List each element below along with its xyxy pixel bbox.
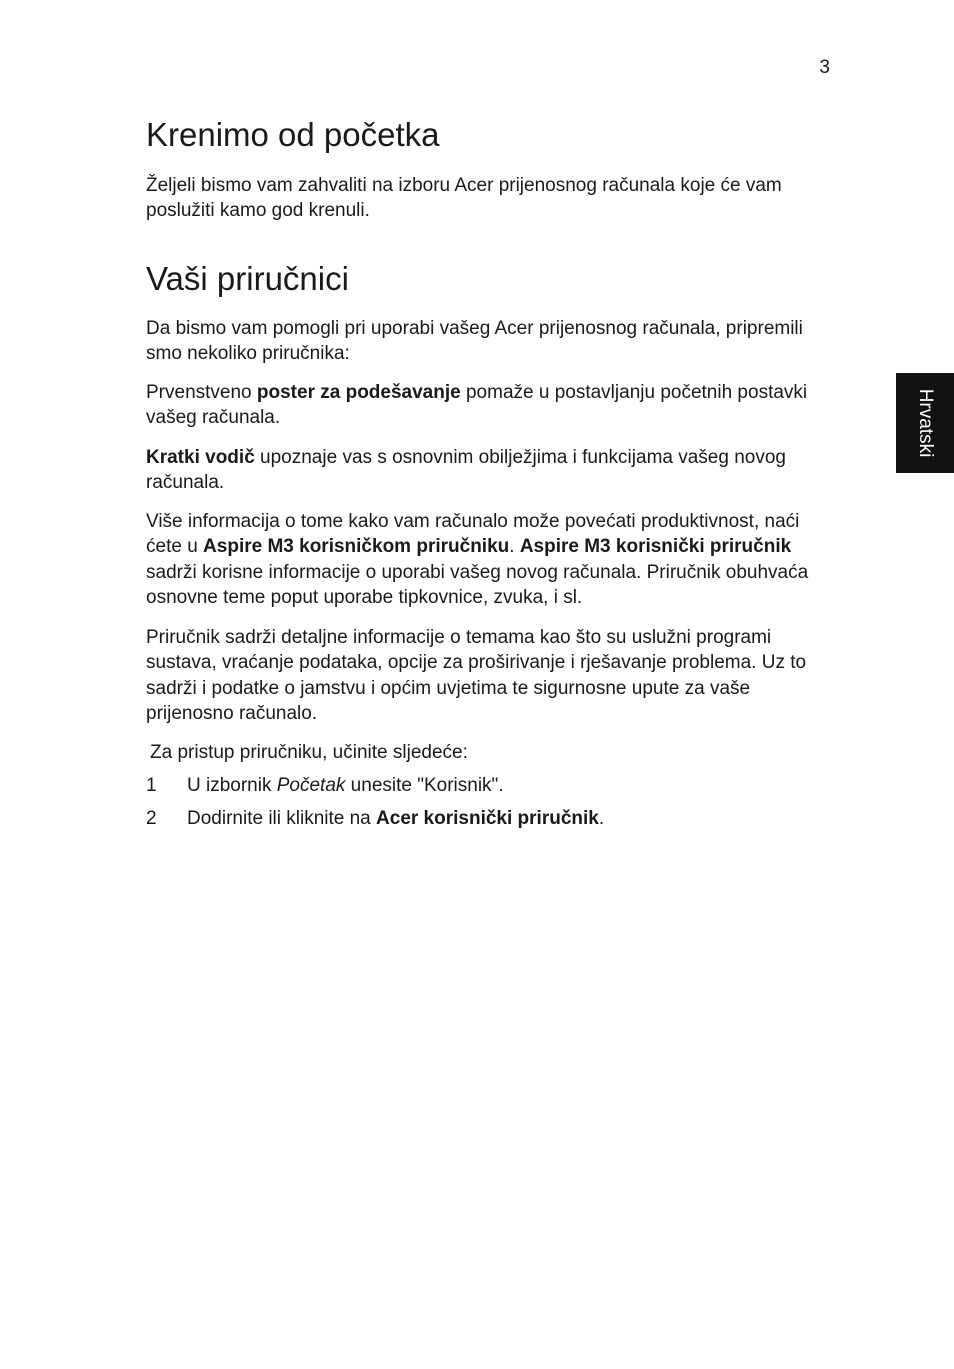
step-text: [187, 773, 504, 798]
guides-paragraph-3: [146, 445, 836, 496]
step-number: 2: [146, 808, 157, 829]
step-1-text-after: unesite "Korisnik".: [345, 775, 504, 796]
language-tab: [896, 373, 954, 473]
step-number: 1: [146, 775, 157, 796]
steps-list: [146, 773, 836, 839]
guides-paragraph-6: Za pristup priručniku, učinite sljedeće:: [150, 742, 468, 763]
language-tab-label: Hrvatski: [915, 388, 936, 458]
p4-bold-user-manual-1: Aspire M3 korisničkom priručniku: [203, 536, 510, 558]
step-2-bold-user-manual: Acer korisnički priručnik: [376, 808, 599, 829]
guides-paragraph-5: Priručnik sadrži detaljne informacije o temama kao što su uslužni programi sustava, vraćanje podataka, opcije za proširivanje i rješavanje problema. Uz to sadrži i podatke o jamstvu i općim uvjetima te sigurnosne upute za vaše prijenosno računalo.: [146, 627, 807, 724]
p4-text-3: sadrži korisne informacije o uporabi vašeg novog računala. Priručnik obuhvaća osnovne teme poput uporabe tipkovnice, zvuka, i sl.: [146, 561, 809, 608]
step-text: [187, 806, 604, 831]
p4-text-1: Više informacija o tome kako vam računalo može povećati produktivnost, naći ćete u: [146, 511, 800, 558]
step-1-italic-start-menu: Početak: [276, 775, 346, 796]
section-heading-getting-started: Krenimo od početka: [146, 116, 440, 153]
list-item: [146, 773, 836, 806]
p4-bold-user-manual-2: Aspire M3 korisnički priručnik: [519, 536, 792, 558]
p2-bold-setup-poster: poster za podešavanje: [256, 382, 461, 403]
section-heading-your-guides: Vaši priručnici: [146, 260, 349, 297]
p2-text-before: Prvenstveno: [146, 382, 257, 403]
step-1-text-before: U izbornik: [187, 775, 277, 796]
guides-paragraph-4: [146, 509, 836, 610]
intro-paragraph: Željeli bismo vam zahvaliti na izboru Acer prijenosnog računala koje će vam poslužiti kamo god krenuli.: [146, 175, 782, 222]
guides-paragraph-1: Da bismo vam pomogli pri uporabi vašeg Acer prijenosnog računala, pripremili smo nekoliko priručnika:: [146, 318, 803, 365]
p2-text-after: pomaže u postavljanju početnih postavki vašeg računala.: [146, 382, 808, 429]
p3-bold-quick-guide: Kratki vodič: [146, 447, 255, 468]
p4-text-2: .: [509, 536, 520, 558]
guides-paragraph-2: [146, 380, 836, 431]
step-2-text-before: Dodirnite ili kliknite na: [187, 808, 377, 829]
page-number: 3: [819, 57, 830, 78]
list-item: [146, 806, 836, 839]
p3-text-after: upoznaje vas s osnovnim obilježjima i funkcijama vašeg novog računala.: [146, 447, 786, 494]
step-2-text-after: .: [598, 808, 605, 829]
